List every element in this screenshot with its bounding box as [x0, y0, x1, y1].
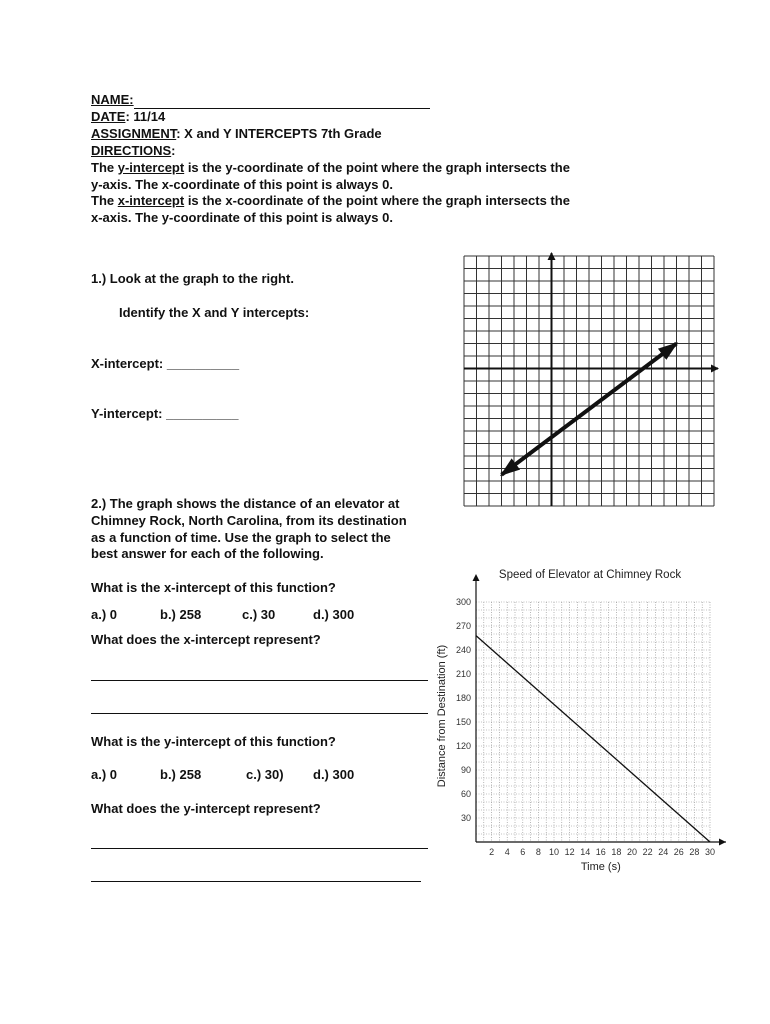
distance-series-line	[476, 636, 710, 842]
x-tick-label: 18	[611, 847, 622, 857]
x-tick-label: 26	[673, 847, 684, 857]
line1-post: is the y-coordinate of the point where the graph intersects the	[184, 160, 570, 175]
x-tick-label: 28	[689, 847, 700, 857]
answer-line-3[interactable]	[91, 848, 428, 849]
x-tick-label: 2	[489, 847, 495, 857]
y-tick-label: 90	[460, 765, 471, 775]
y-tick-label: 240	[455, 645, 471, 655]
x-tick-label: 10	[548, 847, 560, 857]
coordinate-grid-graph	[458, 250, 720, 512]
x-intercept-term: x-intercept	[117, 193, 185, 208]
q2-intro-4: best answer for each of the following.	[91, 546, 324, 561]
chart-x-arrow	[719, 839, 726, 846]
line1-pre: The	[91, 160, 118, 175]
y-intercept-question: What is the y-intercept of this function?	[91, 734, 336, 749]
directions-row	[91, 143, 176, 160]
x-tick-label: 4	[504, 847, 510, 857]
y-tick-label: 120	[455, 741, 471, 751]
name-label: NAME:	[91, 92, 134, 107]
assignment-label: ASSIGNMENT	[91, 126, 177, 141]
q2-intro-3: as a function of time. Use the graph to select the	[91, 530, 391, 545]
directions-line-3	[91, 193, 570, 210]
x-tick-label: 24	[658, 847, 669, 857]
directions-label: DIRECTIONS	[91, 143, 172, 158]
x-tick-label: 22	[642, 847, 653, 857]
x-tick-label: 12	[564, 847, 575, 857]
y-tick-label: 150	[455, 717, 471, 727]
y-intercept-represent: What does the y-intercept represent?	[91, 801, 321, 816]
line3-post: is the x-coordinate of the point where the graph intersects the	[184, 193, 570, 208]
y-tick-label: 180	[455, 693, 471, 703]
q1-instruction: Identify the X and Y intercepts:	[119, 305, 310, 320]
directions-colon: :	[171, 143, 176, 158]
y-tick-label: 270	[455, 621, 471, 631]
x-intercept-question: What is the x-intercept of this function?	[91, 580, 336, 595]
answer-line-2[interactable]	[91, 713, 428, 714]
y-option-d[interactable]: d.) 300	[313, 767, 355, 782]
directions-line-2: y-axis. The x-coordinate of this point is always 0.	[91, 177, 393, 192]
chart-y-arrow	[473, 574, 480, 581]
q1-prompt: 1.) Look at the graph to the right.	[91, 271, 294, 286]
chart-xlabel: Time (s)	[580, 861, 621, 873]
directions-line-4: x-axis. The y-coordinate of this point is always 0.	[91, 210, 393, 225]
x-tick-label: 8	[535, 847, 541, 857]
chart-title: Speed of Elevator at Chimney Rock	[498, 569, 682, 581]
answer-line-1[interactable]	[91, 680, 428, 681]
assignment-value: : X and Y INTERCEPTS 7th Grade	[176, 126, 382, 141]
elevator-chart	[430, 562, 740, 878]
answer-line-4[interactable]	[91, 881, 421, 882]
q1-y-intercept[interactable]: Y-intercept: __________	[91, 406, 239, 421]
q1-x-intercept[interactable]: X-intercept: __________	[91, 356, 240, 371]
date-row	[91, 109, 165, 126]
q2-intro-1: 2.) The graph shows the distance of an elevator at	[91, 496, 400, 511]
y-option-b[interactable]: b.) 258	[160, 767, 202, 782]
x-tick-label: 6	[520, 847, 526, 857]
assignment-row	[91, 126, 382, 143]
y-option-c[interactable]: c.) 30)	[246, 767, 284, 782]
x-tick-label: 20	[626, 847, 638, 857]
name-row	[91, 92, 430, 109]
x-tick-label: 16	[595, 847, 606, 857]
date-value: : 11/14	[125, 109, 166, 124]
chart-ylabel: Distance from Destination (ft)	[436, 644, 448, 788]
name-blank[interactable]	[134, 108, 430, 109]
y-tick-label: 30	[460, 813, 471, 823]
x-option-c[interactable]: c.) 30	[242, 607, 276, 622]
x-option-b[interactable]: b.) 258	[160, 607, 202, 622]
x-tick-label: 30	[704, 847, 716, 857]
x-option-d[interactable]: d.) 300	[313, 607, 355, 622]
directions-line-1	[91, 160, 570, 177]
x-option-a[interactable]: a.) 0	[91, 607, 118, 622]
y-option-a[interactable]: a.) 0	[91, 767, 118, 782]
y-tick-label: 210	[455, 669, 471, 679]
x-tick-label: 14	[580, 847, 591, 857]
y-tick-label: 60	[460, 789, 471, 799]
line3-pre: The	[91, 193, 118, 208]
q2-intro-2: Chimney Rock, North Carolina, from its destination	[91, 513, 407, 528]
date-label: DATE	[91, 109, 126, 124]
y-tick-label: 300	[455, 597, 471, 607]
y-intercept-term: y-intercept	[117, 160, 185, 175]
x-intercept-represent: What does the x-intercept represent?	[91, 632, 321, 647]
